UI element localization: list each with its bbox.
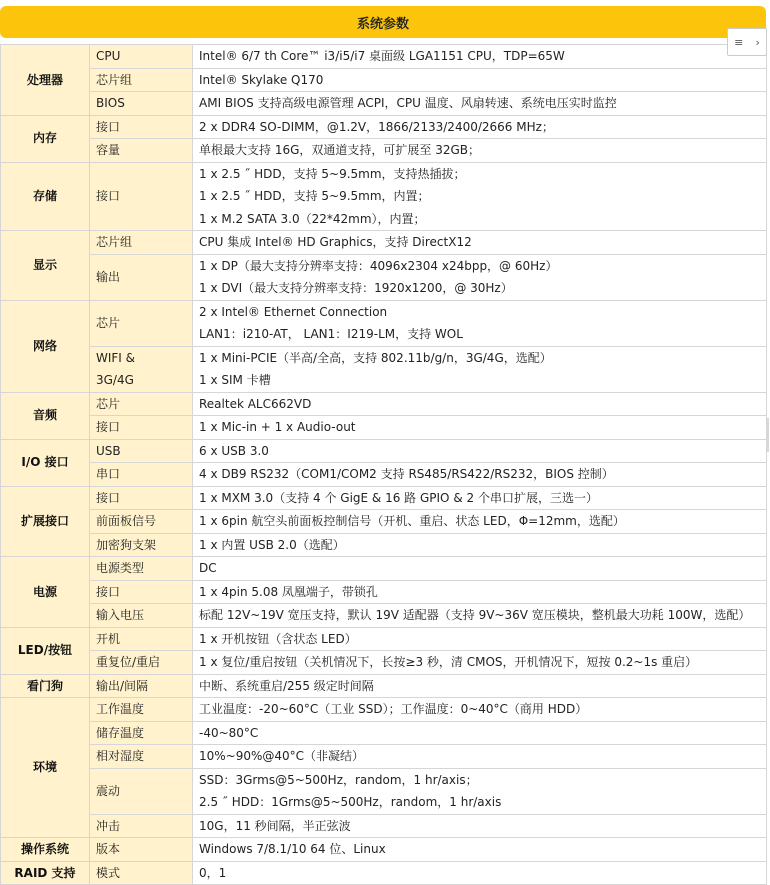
category-cell: I/O 接口 bbox=[1, 439, 90, 486]
field-value-line: Windows 7/8.1/10 64 位、Linux bbox=[199, 842, 386, 856]
field-value-line: 工业温度：-20~60°C（工业 SSD）；工作温度：0~40°C（商用 HDD） bbox=[199, 702, 588, 716]
field-value-line: 1 x 复位/重启按钮（关机情况下，长按≥3 秒，清 CMOS，开机情况下，短按 0.2~1s 重启） bbox=[199, 655, 698, 669]
category-cell: 看门狗 bbox=[1, 674, 90, 698]
field-value-cell bbox=[193, 45, 767, 69]
field-value-cell bbox=[193, 231, 767, 255]
field-value-line: 6 x USB 3.0 bbox=[199, 443, 269, 458]
field-value-cell bbox=[193, 745, 767, 769]
spec-row bbox=[1, 300, 767, 346]
field-label-cell: BIOS bbox=[90, 92, 193, 116]
field-label-cell: 芯片 bbox=[90, 300, 193, 346]
spec-row bbox=[1, 557, 767, 581]
field-label-cell: 接口 bbox=[90, 580, 193, 604]
field-value-cell bbox=[193, 162, 767, 231]
spec-row bbox=[1, 439, 767, 463]
field-value-cell bbox=[193, 510, 767, 534]
field-value-cell bbox=[193, 580, 767, 604]
spec-row bbox=[1, 139, 767, 163]
field-value-line: 0，1 bbox=[199, 865, 227, 880]
spec-row bbox=[1, 231, 767, 255]
field-value-line: 单根最大支持 16G，双通道支持，可扩展至 32GB； bbox=[199, 143, 480, 157]
field-value-cell bbox=[193, 838, 767, 862]
category-cell: LED/按钮 bbox=[1, 627, 90, 674]
field-label-cell: 震动 bbox=[90, 768, 193, 814]
field-label-cell: 芯片组 bbox=[90, 231, 193, 255]
field-value-cell bbox=[193, 300, 767, 346]
field-label-cell: 接口 bbox=[90, 162, 193, 231]
field-value-cell bbox=[193, 768, 767, 814]
field-value-cell bbox=[193, 814, 767, 838]
field-value-line: SSD：3Grms@5~500Hz，random，1 hr/axis； bbox=[199, 772, 478, 787]
spec-row bbox=[1, 604, 767, 628]
field-label-cell: 容量 bbox=[90, 139, 193, 163]
spec-row bbox=[1, 674, 767, 698]
field-value-cell bbox=[193, 254, 767, 300]
field-value-line: 2.5 ˝ HDD：1Grms@5~500Hz，random，1 hr/axis bbox=[199, 795, 502, 809]
field-value-line: 1 x Mic-in + 1 x Audio-out bbox=[199, 420, 356, 434]
category-cell: 电源 bbox=[1, 557, 90, 628]
spec-row bbox=[1, 92, 767, 116]
field-label-cell: 接口 bbox=[90, 486, 193, 510]
field-value-cell bbox=[193, 68, 767, 92]
category-cell: 环境 bbox=[1, 698, 90, 838]
field-value-line: 1 x 内置 USB 2.0（选配） bbox=[199, 537, 345, 552]
field-value-line: 1 x SIM 卡槽 bbox=[199, 373, 271, 387]
category-cell: 音频 bbox=[1, 392, 90, 439]
field-label-cell: 开机 bbox=[90, 627, 193, 651]
field-value-line: 2 x Intel® Ethernet Connection bbox=[199, 304, 388, 319]
spec-row bbox=[1, 698, 767, 722]
chevron-right-icon: › bbox=[755, 35, 760, 49]
spec-row bbox=[1, 721, 767, 745]
spec-title-bar bbox=[0, 6, 766, 38]
field-value-line: 1 x 开机按钮（含状态 LED） bbox=[199, 631, 357, 646]
spec-row bbox=[1, 416, 767, 440]
field-value-cell bbox=[193, 604, 767, 628]
field-label-cell: 相对湿度 bbox=[90, 745, 193, 769]
field-label-cell: 串口 bbox=[90, 463, 193, 487]
field-value-line: 1 x MXM 3.0（支持 4 个 GigE & 16 路 GPIO & 2 个串口扩展，三选一） bbox=[199, 490, 598, 505]
field-label-cell: 工作温度 bbox=[90, 698, 193, 722]
spec-row bbox=[1, 651, 767, 675]
field-value-cell bbox=[193, 674, 767, 698]
spec-row bbox=[1, 392, 767, 416]
field-value-line: 10%~90%@40°C（非凝结） bbox=[199, 749, 365, 763]
category-cell: 内存 bbox=[1, 115, 90, 162]
field-value-line: 1 x 4pin 5.08 凤凰端子，带锁孔 bbox=[199, 584, 378, 599]
spec-row bbox=[1, 463, 767, 487]
field-value-line: CPU 集成 Intel® HD Graphics，支持 DirectX12 bbox=[199, 235, 472, 249]
field-label-cell: WIFI & 3G/4G bbox=[90, 346, 193, 392]
spec-row bbox=[1, 768, 767, 814]
field-label-cell: 接口 bbox=[90, 416, 193, 440]
field-label-cell: 电源类型 bbox=[90, 557, 193, 581]
field-value-cell bbox=[193, 346, 767, 392]
field-value-cell bbox=[193, 92, 767, 116]
field-value-line: 2 x DDR4 SO-DIMM，@1.2V，1866/2133/2400/2666 MHz； bbox=[199, 119, 554, 134]
field-value-cell bbox=[193, 861, 767, 885]
field-label-cell: 模式 bbox=[90, 861, 193, 885]
field-value-cell bbox=[193, 392, 767, 416]
field-label-cell: 冲击 bbox=[90, 814, 193, 838]
field-value-line: 4 x DB9 RS232（COM1/COM2 支持 RS485/RS422/RS232，BIOS 控制） bbox=[199, 467, 614, 481]
category-cell: RAID 支持 bbox=[1, 861, 90, 885]
field-value-line: 1 x DP（最大支持分辨率支持：4096x2304 x24bpp，@ 60Hz） bbox=[199, 258, 558, 273]
category-cell: 显示 bbox=[1, 231, 90, 301]
field-value-cell bbox=[193, 115, 767, 139]
spec-row bbox=[1, 346, 767, 392]
field-value-line: -40~80°C bbox=[199, 725, 259, 740]
field-label-cell: 输出/间隔 bbox=[90, 674, 193, 698]
field-label-cell: USB bbox=[90, 439, 193, 463]
spec-table bbox=[0, 44, 767, 885]
field-value-line: 标配 12V~19V 宽压支持，默认 19V 适配器（支持 9V~36V 宽压模块，整机最大功耗 100W，选配） bbox=[199, 608, 751, 622]
spec-row bbox=[1, 68, 767, 92]
field-label-cell: CPU bbox=[90, 45, 193, 69]
field-label-cell: 输出 bbox=[90, 254, 193, 300]
field-label-cell: 接口 bbox=[90, 115, 193, 139]
spec-row bbox=[1, 115, 767, 139]
spec-row bbox=[1, 254, 767, 300]
field-label-cell: 输入电压 bbox=[90, 604, 193, 628]
field-value-line: 1 x 2.5 ˝ HDD，支持 5~9.5mm，内置； bbox=[199, 189, 430, 203]
category-cell: 存储 bbox=[1, 162, 90, 231]
field-value-line: Intel® 6/7 th Core™ i3/i5/i7 桌面级 LGA1151 CPU，TDP=65W bbox=[199, 49, 565, 63]
field-value-cell bbox=[193, 721, 767, 745]
field-value-line: 1 x 2.5 ˝ HDD，支持 5~9.5mm，支持热插拔； bbox=[199, 166, 466, 181]
category-cell: 网络 bbox=[1, 300, 90, 392]
field-label-cell: 加密狗支架 bbox=[90, 533, 193, 557]
field-value-line: 1 x Mini-PCIE（半高/全高，支持 802.11b/g/n，3G/4G，选配） bbox=[199, 350, 552, 365]
field-value-cell bbox=[193, 627, 767, 651]
field-label-cell: 芯片 bbox=[90, 392, 193, 416]
spec-row bbox=[1, 580, 767, 604]
field-value-cell bbox=[193, 651, 767, 675]
field-label-cell: 重复位/重启 bbox=[90, 651, 193, 675]
field-value-line: 1 x M.2 SATA 3.0（22*42mm），内置； bbox=[199, 211, 426, 226]
field-value-cell bbox=[193, 139, 767, 163]
field-value-line: LAN1：i210-AT， LAN1：I219-LM，支持 WOL bbox=[199, 327, 463, 341]
spec-row bbox=[1, 510, 767, 534]
field-value-line: Intel® Skylake Q170 bbox=[199, 72, 324, 87]
field-value-line: DC bbox=[199, 561, 217, 575]
field-value-line: 中断、系统重启/255 级定时间隔 bbox=[199, 678, 374, 693]
category-cell: 扩展接口 bbox=[1, 486, 90, 557]
field-value-cell bbox=[193, 463, 767, 487]
field-value-line: 10G，11 秒间隔，半正弦波 bbox=[199, 818, 351, 833]
field-value-line: 1 x 6pin 航空头前面板控制信号（开机、重启、状态 LED，Φ=12mm，选配） bbox=[199, 514, 625, 528]
field-value-line: Realtek ALC662VD bbox=[199, 396, 312, 411]
field-label-cell: 芯片组 bbox=[90, 68, 193, 92]
spec-row bbox=[1, 861, 767, 885]
field-value-cell bbox=[193, 533, 767, 557]
panel-toggle-button[interactable] bbox=[727, 28, 767, 56]
field-label-cell: 版本 bbox=[90, 838, 193, 862]
field-label-cell: 前面板信号 bbox=[90, 510, 193, 534]
spec-row bbox=[1, 486, 767, 510]
spec-row bbox=[1, 745, 767, 769]
field-value-cell bbox=[193, 439, 767, 463]
field-value-cell bbox=[193, 557, 767, 581]
spec-title: 系统参数 bbox=[356, 16, 409, 32]
menu-icon: ≡ bbox=[734, 35, 744, 49]
field-value-line: 1 x DVI（最大支持分辨率支持：1920x1200，@ 30Hz） bbox=[199, 281, 513, 295]
field-value-cell bbox=[193, 698, 767, 722]
field-value-cell bbox=[193, 416, 767, 440]
spec-row bbox=[1, 533, 767, 557]
spec-row bbox=[1, 838, 767, 862]
category-cell: 操作系统 bbox=[1, 838, 90, 862]
spec-row bbox=[1, 162, 767, 231]
spec-row bbox=[1, 627, 767, 651]
field-value-cell bbox=[193, 486, 767, 510]
spec-row bbox=[1, 814, 767, 838]
field-value-line: AMI BIOS 支持高级电源管理 ACPI，CPU 温度、风扇转速、系统电压实时监控 bbox=[199, 96, 617, 110]
spec-row bbox=[1, 45, 767, 69]
field-label-cell: 储存温度 bbox=[90, 721, 193, 745]
category-cell: 处理器 bbox=[1, 45, 90, 116]
